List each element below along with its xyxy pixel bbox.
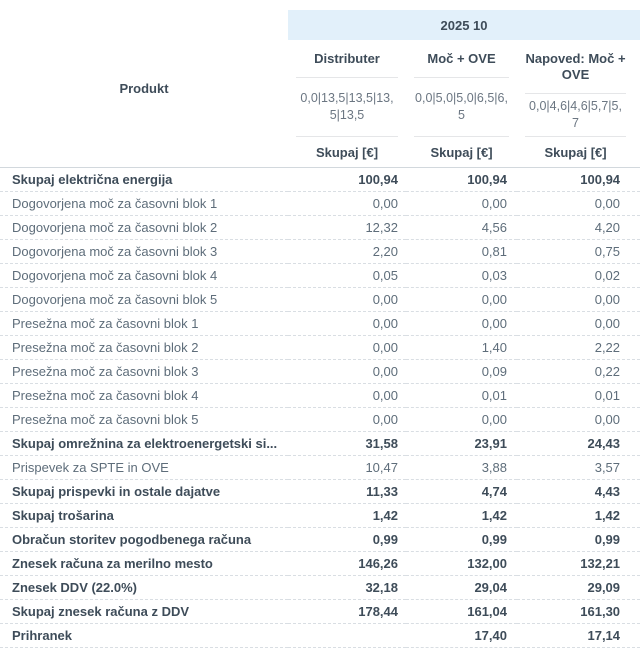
amount-moc-ove: 0,00 — [406, 312, 517, 336]
table-row — [0, 360, 640, 384]
table-row — [0, 312, 640, 336]
table-row — [0, 624, 640, 648]
product-label: Dogovorjena moč za časovni blok 5 — [0, 288, 288, 312]
product-label: Obračun storitev pogodbenega računa — [0, 528, 288, 552]
amount-distributer: 0,00 — [288, 384, 406, 408]
amount-napoved-moc-ove: 4,43 — [517, 480, 640, 504]
amount-napoved-moc-ove: 161,30 — [517, 600, 640, 624]
table-row — [0, 600, 640, 624]
table-row — [0, 408, 640, 432]
table-row — [0, 480, 640, 504]
amount-napoved-moc-ove: 100,94 — [517, 168, 640, 192]
scenario-name: Napoved: Moč + OVE — [525, 40, 626, 94]
product-label: Skupaj prispevki in ostale dajatve — [0, 480, 288, 504]
amount-moc-ove: 0,00 — [406, 288, 517, 312]
table-row — [0, 192, 640, 216]
amount-napoved-moc-ove: 0,01 — [517, 384, 640, 408]
table-row — [0, 336, 640, 360]
table-header — [0, 10, 640, 168]
amount-napoved-moc-ove: 0,99 — [517, 528, 640, 552]
amount-distributer: 146,26 — [288, 552, 406, 576]
table-row — [0, 504, 640, 528]
amount-moc-ove: 0,03 — [406, 264, 517, 288]
amount-moc-ove: 1,42 — [406, 504, 517, 528]
amount-napoved-moc-ove: 0,00 — [517, 288, 640, 312]
amount-distributer: 0,00 — [288, 192, 406, 216]
amount-distributer: 0,00 — [288, 360, 406, 384]
amount-napoved-moc-ove: 2,22 — [517, 336, 640, 360]
amount-distributer: 12,32 — [288, 216, 406, 240]
amount-napoved-moc-ove: 1,42 — [517, 504, 640, 528]
product-label: Dogovorjena moč za časovni blok 2 — [0, 216, 288, 240]
amount-napoved-moc-ove: 24,43 — [517, 432, 640, 456]
power-blocks-value: 0,0|5,0|5,0|6,5|6,5 — [414, 78, 509, 137]
table-row — [0, 216, 640, 240]
amount-moc-ove: 0,09 — [406, 360, 517, 384]
amount-distributer: 0,00 — [288, 288, 406, 312]
product-label: Skupaj znesek računa z DDV — [0, 600, 288, 624]
table-row — [0, 384, 640, 408]
amount-distributer: 178,44 — [288, 600, 406, 624]
product-label: Dogovorjena moč za časovni blok 3 — [0, 240, 288, 264]
table-body — [0, 168, 640, 648]
amount-napoved-moc-ove: 4,20 — [517, 216, 640, 240]
amount-napoved-moc-ove: 0,75 — [517, 240, 640, 264]
column-header-moc-ove — [406, 40, 517, 168]
period-row — [0, 10, 640, 40]
product-label: Skupaj električna energija — [0, 168, 288, 192]
amount-moc-ove: 29,04 — [406, 576, 517, 600]
table-row — [0, 552, 640, 576]
scenario-name: Moč + OVE — [414, 40, 509, 78]
product-column-header: Produkt — [119, 81, 169, 96]
amount-distributer: 0,00 — [288, 312, 406, 336]
amount-distributer: 0,00 — [288, 336, 406, 360]
power-blocks-value: 0,0|13,5|13,5|13,5|13,5 — [296, 78, 398, 137]
amount-unit-header: Skupaj [€] — [544, 144, 607, 160]
table-row — [0, 528, 640, 552]
amount-distributer: 0,00 — [288, 408, 406, 432]
table-row — [0, 456, 640, 480]
amount-moc-ove: 1,40 — [406, 336, 517, 360]
product-label: Presežna moč za časovni blok 5 — [0, 408, 288, 432]
amount-distributer: 31,58 — [288, 432, 406, 456]
amount-moc-ove: 4,56 — [406, 216, 517, 240]
amount-distributer: 32,18 — [288, 576, 406, 600]
amount-distributer — [288, 624, 406, 648]
product-label: Znesek DDV (22.0%) — [0, 576, 288, 600]
amount-moc-ove: 4,74 — [406, 480, 517, 504]
product-label: Presežna moč za časovni blok 3 — [0, 360, 288, 384]
billing-comparison-table — [0, 10, 640, 648]
amount-distributer: 2,20 — [288, 240, 406, 264]
amount-distributer: 0,99 — [288, 528, 406, 552]
scenario-name: Distributer — [296, 40, 398, 78]
table-row — [0, 264, 640, 288]
product-label: Dogovorjena moč za časovni blok 4 — [0, 264, 288, 288]
amount-napoved-moc-ove: 0,02 — [517, 264, 640, 288]
column-header-napoved-moc-ove — [517, 40, 640, 168]
amount-napoved-moc-ove: 0,00 — [517, 312, 640, 336]
amount-moc-ove: 161,04 — [406, 600, 517, 624]
amount-napoved-moc-ove: 17,14 — [517, 624, 640, 648]
amount-moc-ove: 0,99 — [406, 528, 517, 552]
product-label: Prihranek — [0, 624, 288, 648]
product-label: Presežna moč za časovni blok 4 — [0, 384, 288, 408]
amount-napoved-moc-ove: 0,22 — [517, 360, 640, 384]
amount-distributer: 1,42 — [288, 504, 406, 528]
product-label: Dogovorjena moč za časovni blok 1 — [0, 192, 288, 216]
amount-napoved-moc-ove: 0,00 — [517, 192, 640, 216]
amount-moc-ove: 132,00 — [406, 552, 517, 576]
table-row — [0, 576, 640, 600]
amount-napoved-moc-ove: 132,21 — [517, 552, 640, 576]
amount-moc-ove: 0,81 — [406, 240, 517, 264]
amount-distributer: 0,05 — [288, 264, 406, 288]
product-label: Skupaj trošarina — [0, 504, 288, 528]
product-label: Prispevek za SPTE in OVE — [0, 456, 288, 480]
power-blocks-value: 0,0|4,6|4,6|5,7|5,7 — [525, 94, 626, 137]
table-row — [0, 168, 640, 192]
product-label: Skupaj omrežnina za elektroenergetski si... — [0, 432, 288, 456]
product-label: Presežna moč za časovni blok 1 — [0, 312, 288, 336]
amount-moc-ove: 3,88 — [406, 456, 517, 480]
table-row — [0, 240, 640, 264]
amount-distributer: 11,33 — [288, 480, 406, 504]
amount-moc-ove: 0,00 — [406, 192, 517, 216]
amount-moc-ove: 0,01 — [406, 384, 517, 408]
amount-moc-ove: 17,40 — [406, 624, 517, 648]
period-band: 2025 10 — [288, 10, 640, 40]
amount-napoved-moc-ove: 29,09 — [517, 576, 640, 600]
column-header-distributer — [288, 40, 406, 168]
product-label: Znesek računa za merilno mesto — [0, 552, 288, 576]
amount-distributer: 100,94 — [288, 168, 406, 192]
amount-moc-ove: 0,00 — [406, 408, 517, 432]
table-row — [0, 288, 640, 312]
amount-unit-header: Skupaj [€] — [315, 144, 379, 160]
amount-napoved-moc-ove: 0,00 — [517, 408, 640, 432]
product-label: Presežna moč za časovni blok 2 — [0, 336, 288, 360]
amount-napoved-moc-ove: 3,57 — [517, 456, 640, 480]
amount-distributer: 10,47 — [288, 456, 406, 480]
amount-moc-ove: 23,91 — [406, 432, 517, 456]
amount-moc-ove: 100,94 — [406, 168, 517, 192]
table-row — [0, 432, 640, 456]
amount-unit-header: Skupaj [€] — [430, 144, 493, 160]
